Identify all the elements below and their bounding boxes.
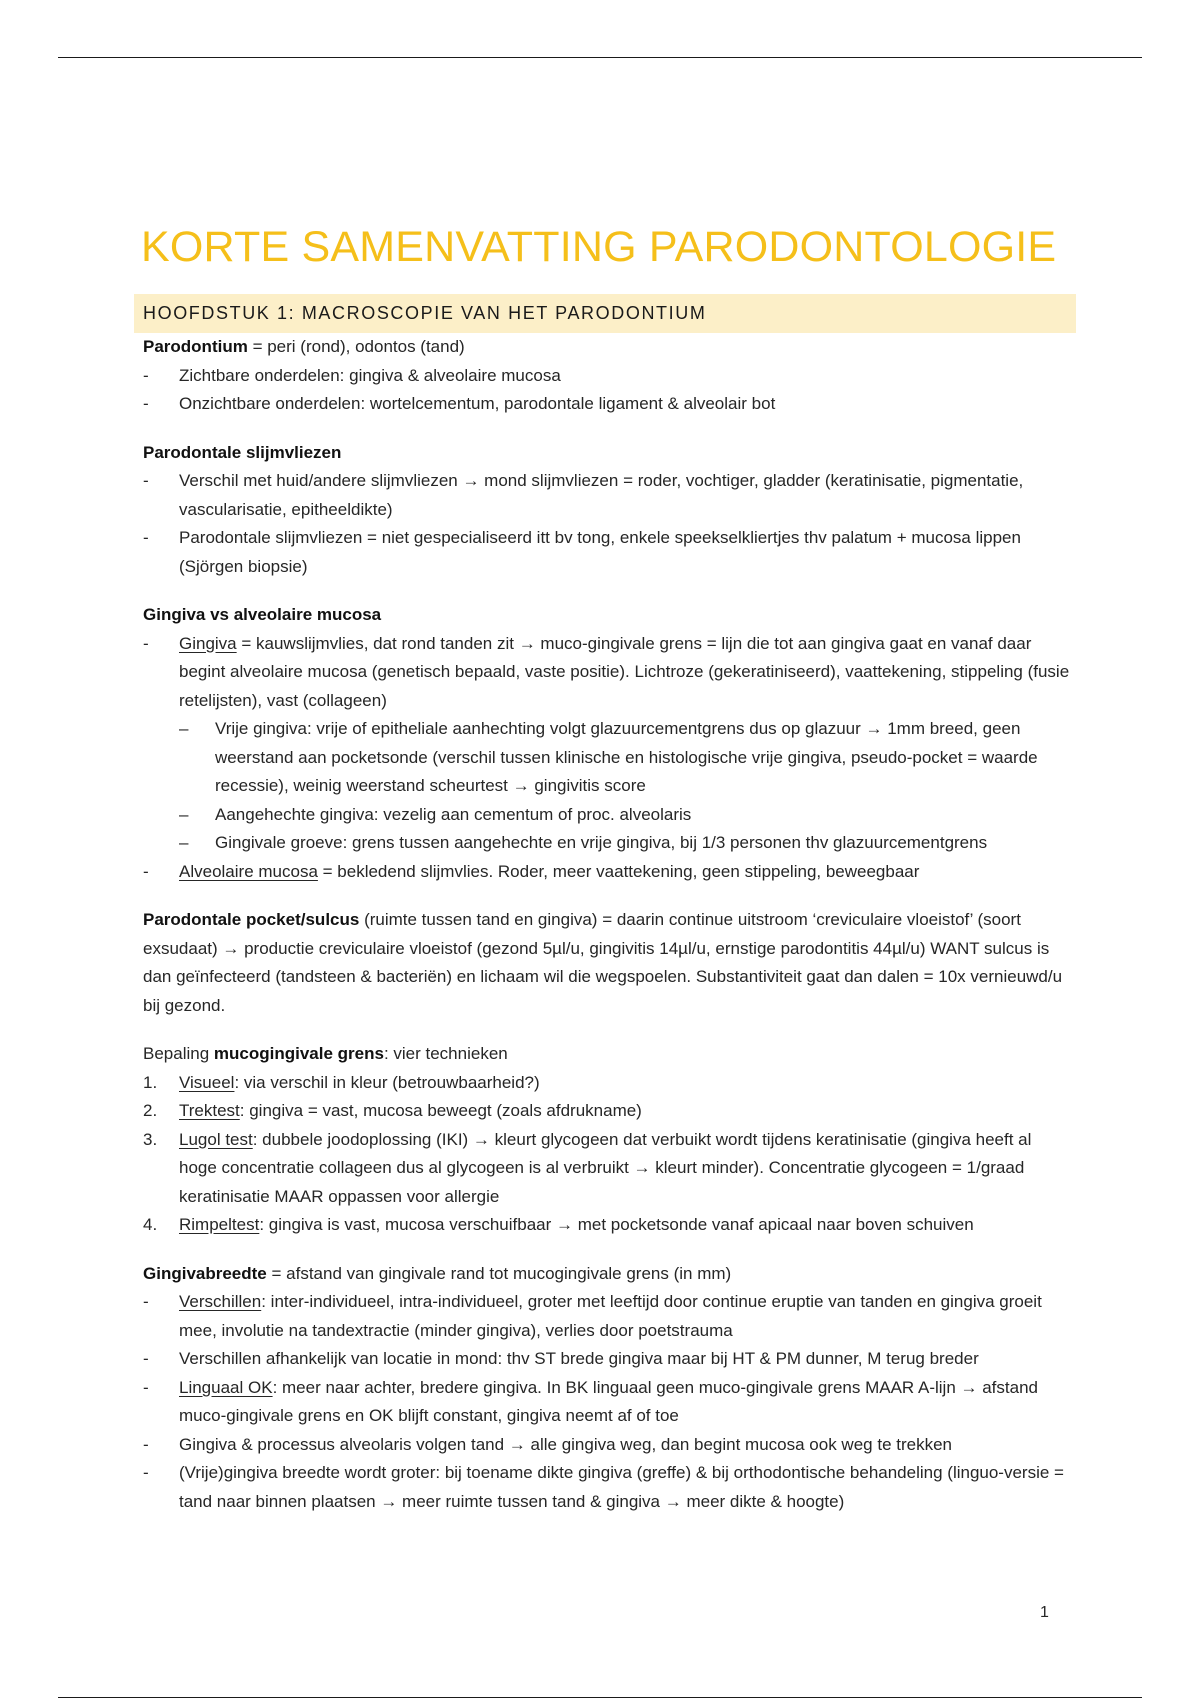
list-item xyxy=(143,1374,1073,1431)
item-text: : gingiva = vast, mucosa beweegt (zoals afdrukname) xyxy=(239,1101,642,1120)
gingiva-term: Gingiva xyxy=(179,633,237,653)
alveolaire-mucosa-text: = bekledend slijmvlies. Roder, meer vaattekening, geen stippeling, beweegbaar xyxy=(317,861,920,881)
pocket-text: (ruimte tussen tand en gingiva) = daarin continue uitstroom ‘creviculaire vloeistof’ (soort exsudaat) → productie creviculaire vloeistof (gezond 5µl/u, gingivitis 14µl/u, ernstige parodontitis 44µl/u) WANT sulcus is dan geïnfecteerd (tandsteen & bacteriën) en lichaam wil die wegspoelen. Substantiviteit gaat dan dalen = 10x vernieuwd/u bij gezond. xyxy=(143,910,1063,1015)
list-item: - Verschillen afhankelijk van locatie in mond: thv ST brede gingiva maar bij HT & PM dunner, M terug breder xyxy=(143,1345,1073,1374)
gingiva-text: = kauwslijmvlies, dat rond tanden zit → muco-gingivale grens = lijn die tot aan gingiva gaat en vanaf daar begint alveolaire mucosa (genetisch bepaald, vaste positie). Lichtroze (gekeratiniseerd), vaattekening, stippeling (fusie retelijsten), vast (collageen) xyxy=(179,633,1070,710)
header-rule xyxy=(58,57,1142,58)
item-text: : gingiva is vast, mucosa verschuifbaar → met pocketsonde vanaf apicaal naar boven schuiven xyxy=(259,1215,974,1234)
list-item: - Onzichtbare onderdelen: wortelcementum, parodontale ligament & alveolair bot xyxy=(143,390,1073,419)
parodontium-definition xyxy=(143,333,1073,362)
section-heading xyxy=(143,601,1073,630)
verschillen-text: : inter-individueel, intra-individueel, groter met leeftijd door continue eruptie van tanden en gingiva groeit mee, involutie na tandextractie (minder gingiva), verlies door poetstrauma xyxy=(179,1292,1042,1340)
gingivabreedte-term: Gingivabreedte xyxy=(143,1263,267,1283)
parodontium-list xyxy=(143,362,1073,419)
verschillen-term: Verschillen xyxy=(179,1292,262,1311)
document-title: KORTE SAMENVATTING PARODONTOLOGIE xyxy=(141,223,1057,271)
item-term: Rimpeltest xyxy=(179,1215,260,1234)
list-item: - Verschil met huid/andere slijmvliezen → mond slijmvliezen = roder, vochtiger, gladder (keratinisatie, pigmentatie, vascularisatie, epitheeldikte) xyxy=(143,467,1073,524)
linguaal-ok-term: Linguaal OK xyxy=(179,1377,273,1397)
alveolaire-mucosa-term: Alveolaire mucosa xyxy=(179,861,318,881)
gingiva-vs-list xyxy=(143,630,1073,887)
list-item xyxy=(143,630,1073,858)
list-item: - Parodontale slijmvliezen = niet gespecialiseerd itt bv tong, enkele speekselkliertjes thv palatum + mucosa lippen (Sjörgen biopsie) xyxy=(143,524,1073,581)
slijmvliezen-list xyxy=(143,467,1073,581)
gingivabreedte-list xyxy=(143,1288,1073,1516)
numbered-item xyxy=(143,1211,1073,1240)
list-item xyxy=(143,1288,1073,1345)
slijmvliezen-heading: Parodontale slijmvliezen xyxy=(143,442,342,462)
parodontium-term: Parodontium xyxy=(143,337,248,356)
linguaal-ok-text: : meer naar achter, bredere gingiva. In BK linguaal geen muco-gingivale grens MAAR A-lijn → afstand muco-gingivale grens en OK blijft constant, gingiva neemt af of toe xyxy=(179,1377,1038,1425)
bepaling-list xyxy=(143,1069,1073,1240)
list-item: - (Vrije)gingiva breedte wordt groter: bij toename dikte gingiva (greffe) & bij orthodontische behandeling (linguo-versie = tand naar binnen plaatsen → meer ruimte tussen tand & gingiva → meer dikte & hoogte) xyxy=(143,1459,1073,1516)
item-term: Lugol test xyxy=(179,1129,253,1149)
gingivabreedte-def: = afstand van gingivale rand tot mucogingivale grens (in mm) xyxy=(266,1263,732,1283)
numbered-item xyxy=(143,1126,1073,1212)
bepaling-post: : vier technieken xyxy=(383,1044,508,1063)
sub-list-item: – Aangehechte gingiva: vezelig aan cementum of proc. alveolaris xyxy=(179,801,1073,830)
chapter-heading: HOOFDSTUK 1: MACROSCOPIE VAN HET PARODONTIUM xyxy=(134,294,1076,333)
sub-list-item: – Vrije gingiva: vrije of epitheliale aanhechting volgt glazuurcementgrens dus op glazuur → 1mm breed, geen weerstand aan pocketsonde (verschil tussen klinische en histologische vrije gingiva, pseudo-pocket = waarde recessie), weinig weerstand scheurtest → gingivitis score xyxy=(179,715,1073,801)
numbered-item xyxy=(143,1097,1073,1126)
numbered-item xyxy=(143,1069,1073,1098)
item-number: 2. xyxy=(143,1101,158,1120)
sub-list-item: – Gingivale groeve: grens tussen aangehechte en vrije gingiva, bij 1/3 personen thv glazuurcementgrens xyxy=(179,829,1073,858)
pocket-paragraph xyxy=(143,906,1073,1020)
item-number: 3. xyxy=(143,1129,158,1149)
gingiva-sub-list xyxy=(179,715,1073,858)
footer-rule xyxy=(58,1697,1142,1698)
item-term: Visueel xyxy=(179,1072,235,1092)
bepaling-intro xyxy=(143,1040,1073,1069)
page-number: 1 xyxy=(1040,1604,1049,1621)
page-content xyxy=(143,218,1073,1516)
item-number: 4. xyxy=(143,1215,158,1234)
list-item: - Zichtbare onderdelen: gingiva & alveolaire mucosa xyxy=(143,362,1073,391)
item-term: Trektest xyxy=(179,1101,240,1120)
bepaling-term: mucogingivale grens xyxy=(213,1044,384,1063)
gingiva-vs-heading: Gingiva vs alveolaire mucosa xyxy=(143,605,382,624)
list-item xyxy=(143,858,1073,887)
pocket-term: Parodontale pocket/sulcus xyxy=(143,910,360,929)
section-heading xyxy=(143,439,1073,468)
list-item: - Gingiva & processus alveolaris volgen tand → alle gingiva weg, dan begint mucosa ook weg te trekken xyxy=(143,1431,1073,1460)
gingivabreedte-definition xyxy=(143,1260,1073,1289)
bepaling-pre: Bepaling xyxy=(143,1044,214,1063)
item-number: 1. xyxy=(143,1072,158,1092)
item-text: : dubbele joodoplossing (IKI) → kleurt glycogeen dat verbuikt wordt tijdens keratinisatie (gingiva heeft al hoge concentratie collageen dus al glycogeen is al verbruikt → kleurt minder). Concentratie glycogeen = 1/graad keratinisatie MAAR oppassen voor allergie xyxy=(179,1129,1032,1206)
item-text: : via verschil in kleur (betrouwbaarheid?) xyxy=(234,1072,540,1092)
parodontium-def: = peri (rond), odontos (tand) xyxy=(247,337,465,356)
